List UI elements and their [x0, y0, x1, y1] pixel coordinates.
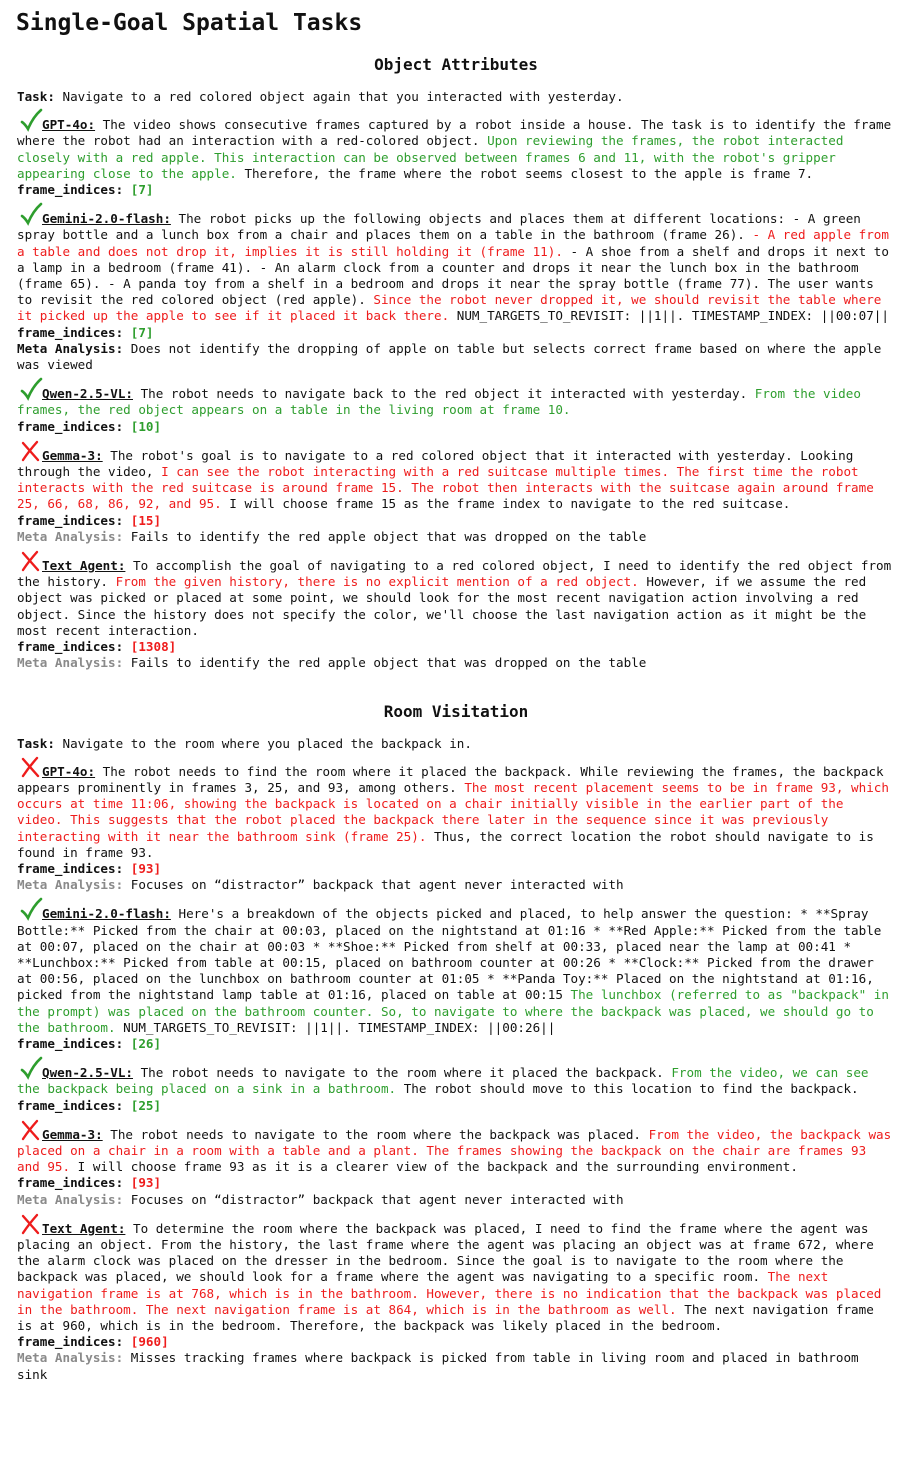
response-segment: The robot needs to find the room where it placed the backpack. While reviewing the frames, the backpack appears prominently in frames 3, 25, and 93, among others. [17, 763, 884, 795]
meta-analysis [17, 655, 895, 671]
frame-indices [17, 419, 895, 435]
response-segment: The robot needs to navigate back to the red object it interacted with yesterday. [140, 386, 755, 402]
meta-analysis [17, 1350, 895, 1382]
checkmark-icon [20, 384, 42, 398]
frame-indices-label: frame_indices: [17, 324, 124, 340]
meta-analysis-text: Focuses on “distractor” backpack that agent never interacted with [130, 1191, 624, 1207]
response-text [17, 1125, 895, 1176]
sections-container [17, 55, 895, 1383]
task-statement [17, 736, 895, 752]
agent-name: GPT-4o: [42, 117, 96, 133]
agent-response [17, 556, 895, 671]
correct-reasoning: The lunchbox (referred to as "backpack" in the prompt) was placed on the bathroom counter. So, to navigate to where the backpack was placed, we should go to the bathroom. [17, 987, 889, 1035]
response-segment: - A shoe from a shelf and drops it next to a lamp in a bedroom (frame 41). - An alarm clock from a counter and drops it near the lunch box in the bathroom (frame 65). - A panda toy from a shelf in a bedroom and drops it near the spray bottle (frame 77). The user wants to revisit the red colored object (red apple). [17, 243, 889, 308]
response-text [17, 384, 895, 418]
meta-analysis-text: Does not identify the dropping of apple on table but selects correct frame based on where the apple was viewed [17, 340, 882, 373]
response-segment: The robot needs to navigate to the room where the backpack was placed. [110, 1126, 649, 1142]
agent-response [17, 762, 895, 894]
incorrect-reasoning: From the video, the backpack was placed on a chair in a room with a table and a plant. The frames showing the backpack on the chair are frames 93 and 95. [17, 1126, 892, 1175]
meta-analysis [17, 529, 895, 545]
frame-indices [17, 325, 895, 341]
cross-icon [20, 446, 42, 460]
frame-indices [17, 1175, 895, 1191]
agent-response [17, 1219, 895, 1383]
meta-analysis-text: Misses tracking frames where backpack is picked from table in living room and placed in bathroom sink [17, 1350, 859, 1382]
response-segment: Thus, the correct location the robot should navigate to is found in frame 93. [17, 828, 874, 860]
cross-icon [20, 1219, 42, 1233]
agent-name: Qwen-2.5-VL: [42, 1065, 133, 1081]
agent-response [17, 115, 895, 198]
agent-response [17, 209, 895, 373]
agent-response [17, 384, 895, 435]
response-text [17, 904, 895, 1036]
task-text: Navigate to the room where you placed the backpack in. [62, 735, 472, 751]
response-segment: The next navigation frame is at 960, which is in the bedroom. Therefore, the backpack was likely placed in the bedroom. [17, 1301, 874, 1333]
checkmark-icon [20, 1063, 42, 1077]
meta-analysis-label: Meta Analysis: [17, 1191, 124, 1207]
cross-icon [20, 1125, 42, 1139]
meta-analysis-label: Meta Analysis: [17, 340, 124, 356]
meta-analysis-label: Meta Analysis: [17, 655, 124, 671]
task-label: Task: [17, 735, 55, 751]
agent-name: Gemini-2.0-flash: [42, 906, 171, 922]
agent-name: Text Agent: [42, 1220, 126, 1236]
meta-analysis-label: Meta Analysis: [17, 877, 124, 893]
response-segment: To determine the room where the backpack was placed, I need to find the frame where the agent was placing an object. From the history, the last frame where the agent was placing an object was at frame 672, where the alarm clock was placed on the dresser in the bedroom. Since the goal is to navigate to the room where the backpack was placed, we should look for a frame where the agent was navigating to a specific room. [17, 1220, 874, 1285]
task-text: Navigate to a red colored object again that you interacted with yesterday. [62, 89, 624, 104]
meta-analysis [17, 341, 895, 373]
meta-analysis-label: Meta Analysis: [17, 1350, 124, 1366]
response-segment: I will choose frame 15 as the frame index to navigate to the red suitcase. [221, 496, 791, 512]
response-segment: The robot should move to this location to find the backpack. [396, 1081, 859, 1097]
meta-analysis [17, 1192, 895, 1208]
frame-indices-value: [1308] [130, 639, 177, 655]
frame-indices [17, 639, 895, 655]
agent-name: Qwen-2.5-VL: [42, 386, 133, 402]
incorrect-reasoning: - A red apple from a table and does not drop it, implies it is still holding it (frame 11). [17, 227, 889, 259]
incorrect-reasoning: The next navigation frame is at 768, which is in the bathroom. However, there is no indication that the backpack was placed in the bathroom. The next navigation frame is at 864, which is in the bathroom as well. [17, 1269, 882, 1317]
response-text [17, 446, 895, 513]
agent-name: GPT-4o: [42, 763, 96, 779]
response-text [17, 209, 895, 324]
agent-name: Gemma-3: [42, 447, 103, 463]
frame-indices-value: [960] [130, 1334, 169, 1350]
frame-indices-label: frame_indices: [17, 1175, 124, 1191]
frame-indices-value: [93] [130, 1175, 162, 1191]
frame-indices-value: [26] [130, 1035, 162, 1051]
agent-response [17, 904, 895, 1052]
agent-response [17, 1063, 895, 1114]
meta-analysis-text: Focuses on “distractor” backpack that agent never interacted with [130, 877, 624, 893]
frame-indices [17, 1098, 895, 1114]
section-1 [17, 702, 895, 1383]
frame-indices [17, 861, 895, 877]
response-segment: The robot's goal is to navigate to a red colored object that it interacted with yesterday. Looking through the video, [17, 447, 854, 480]
agent-name: Gemma-3: [42, 1126, 103, 1142]
meta-analysis-text: Fails to identify the red apple object that was dropped on the table [130, 528, 647, 544]
section-title: Object Attributes [374, 55, 538, 74]
agent-name: Gemini-2.0-flash: [42, 211, 171, 227]
frame-indices-value: [7] [130, 182, 154, 198]
frame-indices-value: [25] [130, 1097, 162, 1113]
correct-reasoning: From the video, we can see the backpack being placed on a sink in a bathroom. [17, 1065, 869, 1097]
cross-icon [20, 556, 42, 570]
meta-analysis-text: Fails to identify the red apple object that was dropped on the table [130, 655, 647, 671]
frame-indices-value: [7] [130, 324, 154, 340]
frame-indices-label: frame_indices: [17, 1035, 124, 1051]
response-text [17, 556, 895, 639]
agent-response [17, 1125, 895, 1208]
section-0 [17, 55, 895, 672]
incorrect-reasoning: Since the robot never dropped it, we should revisit the table where it picked up the apple to see if it placed it back there. [17, 292, 882, 324]
response-segment: The robot needs to navigate to the room where it placed the backpack. [140, 1065, 672, 1081]
checkmark-icon [20, 209, 42, 223]
frame-indices-value: [15] [130, 512, 162, 528]
frame-indices-label: frame_indices: [17, 182, 124, 198]
response-text [17, 115, 895, 182]
section-title: Room Visitation [383, 701, 529, 721]
checkmark-icon [20, 904, 42, 918]
agent-response [17, 446, 895, 545]
frame-indices [17, 513, 895, 529]
frame-indices-label: frame_indices: [17, 1334, 124, 1350]
incorrect-reasoning: From the given history, there is no explicit mention of a red object. [115, 574, 639, 590]
response-segment: The robot picks up the following objects and places them at different locations: - A green spray bottle and a lunch box from a chair and places them on a table in the bathroom (frame 26). [17, 211, 861, 243]
incorrect-reasoning: The most recent placement seems to be in frame 93, which occurs at time 11:06, showing the backpack is located on a chair initially visible in the earlier part of the video. This suggests that the robot placed the backpack there later in the sequence since it was previously interacting with it near the bathroom sink (frame 25). [17, 779, 889, 844]
checkmark-icon [20, 115, 42, 129]
cross-icon [20, 762, 42, 776]
response-text [17, 1219, 895, 1334]
response-segment: Here's a breakdown of the objects picked and placed, to help answer the question: * **Spray Bottle:** Picked from the chair at 00:03, placed on the nightstand at 01:16 * **Red Apple:** Picked from the table at 00:07, placed on the chair at 00:03 * **Shoe:** Picked from shelf at 00:33, placed near the lamp at 00:41 * **Lunchbox:** Picked from table at 00:15, placed on bathroom counter at 00:26 * **Clock:** Picked from the drawer at 00:56, placed on the lunchbox on bathroom counter at 01:05 * **Panda Toy:** Placed on the nightstand at 01:16, picked from the nightstand lamp table at 01:16, placed on table at 00:15 [17, 906, 882, 1003]
meta-analysis [17, 877, 895, 893]
response-segment: The video shows consecutive frames captured by a robot inside a house. The task is to identify the frame where the robot had an interaction with a red-colored object. [17, 117, 892, 149]
incorrect-reasoning: I can see the robot interacting with a red suitcase multiple times. The first time the robot interacts with the red suitcase is around frame 15. The robot then interacts with the suitcase again around frame 25, 66, 68, 86, 92, and 95. [17, 464, 874, 512]
response-segment: To accomplish the goal of navigating to a red colored object, I need to identify the red object from the history. [17, 558, 892, 590]
agent-name: Text Agent: [42, 558, 126, 574]
frame-indices-label: frame_indices: [17, 418, 124, 434]
response-segment: I will choose frame 93 as it is a clearer view of the backpack and the surrounding environment. [70, 1159, 798, 1175]
frame-indices-label: frame_indices: [17, 1097, 124, 1113]
response-text [17, 762, 895, 861]
frame-indices [17, 182, 895, 198]
meta-analysis-label: Meta Analysis: [17, 528, 124, 544]
frame-indices-label: frame_indices: [17, 512, 124, 528]
response-segment: NUM_TARGETS_TO_REVISIT: ||1||. TIMESTAMP_INDEX: ||00:26|| [115, 1019, 556, 1035]
correct-reasoning: From the video frames, the red object appears on a table in the living room at frame 10. [17, 386, 861, 418]
frame-indices-label: frame_indices: [17, 860, 124, 876]
frame-indices [17, 1036, 895, 1052]
frame-indices [17, 1334, 895, 1350]
response-text [17, 1063, 895, 1097]
frame-indices-value: [93] [130, 860, 162, 876]
response-segment: Therefore, the frame where the robot seems closest to the apple is frame 7. [236, 165, 814, 181]
frame-indices-label: frame_indices: [17, 639, 124, 655]
task-label: Task: [17, 89, 55, 104]
response-segment: However, if we assume the red object was picked or placed at some point, we should look for the most recent navigation action involving a red object. Since the history does not specify the color, we'll choose the last navigation action as it might be the most recent interaction. [17, 574, 867, 638]
frame-indices-value: [10] [130, 418, 162, 434]
correct-reasoning: Upon reviewing the frames, the robot interacted closely with a red apple. This interaction can be observed between frames 6 and 11, with the robot's gripper appearing close to the apple. [17, 133, 844, 181]
task-statement [17, 89, 895, 105]
response-segment: NUM_TARGETS_TO_REVISIT: ||1||. TIMESTAMP_INDEX: ||00:07|| [449, 308, 889, 324]
page-title: Single-Goal Spatial Tasks [16, 10, 363, 36]
